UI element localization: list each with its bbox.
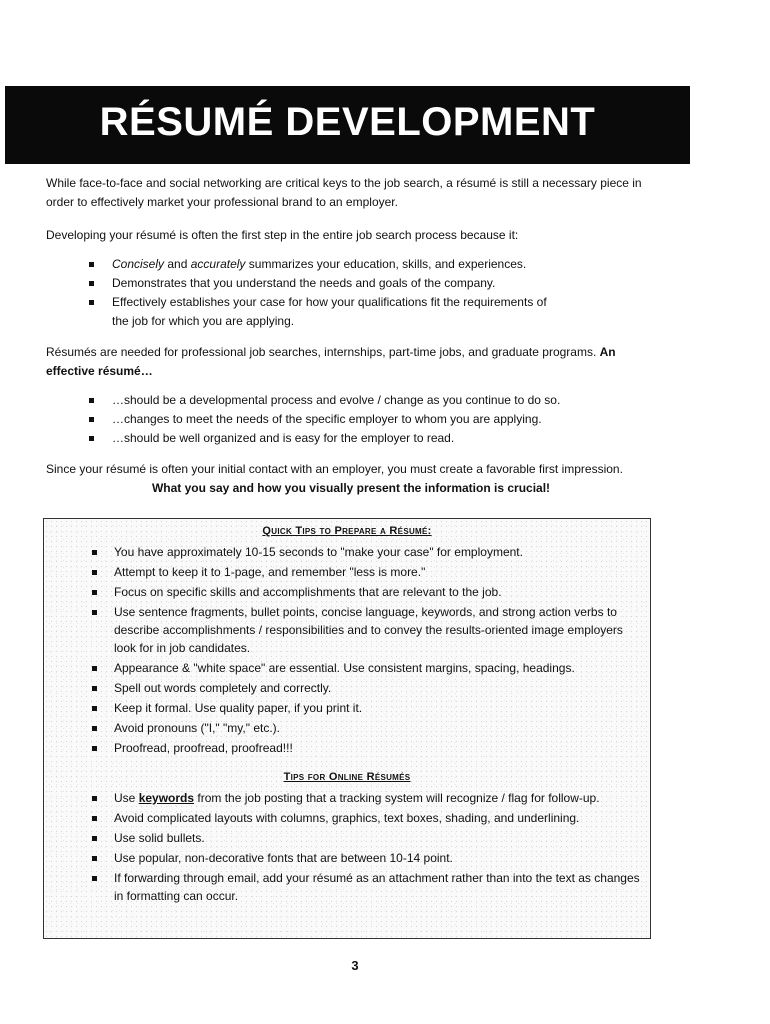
page-title: RÉSUMÉ DEVELOPMENT (99, 100, 596, 144)
intro-paragraph: While face-to-face and social networking are critical keys to the job search, a résumé is still a necessary piece in order to effectively market your professional brand to an employer. (46, 176, 642, 209)
list-item: Proofread, proofread, proofread!!! (44, 739, 650, 757)
quick-tips-list (44, 543, 650, 757)
list-item: Effectively establishes your case for how your qualifications fit the requirements of the job for which you are applying. (46, 293, 656, 331)
list-item: Use solid bullets. (44, 829, 650, 847)
list-item: …changes to meet the needs of the specific employer to whom you are applying. (46, 410, 656, 429)
needed-paragraph: Résumés are needed for professional job searches, internships, part-time jobs, and graduate programs. An effective résumé… (46, 345, 616, 378)
list-item: …should be a developmental process and evolve / change as you continue to do so. (46, 391, 656, 410)
list-item: If forwarding through email, add your résumé as an attachment rather than into the text as changes in formatting can occur. (44, 869, 650, 905)
tips-box (43, 518, 651, 939)
list-item: You have approximately 10-15 seconds to "make your case" for employment. (44, 543, 650, 561)
list-item: Keep it formal. Use quality paper, if you print it. (44, 699, 650, 717)
list-item: Use keywords from the job posting that a tracking system will recognize / flag for follow-up. (44, 789, 650, 807)
list-item: Use sentence fragments, bullet points, concise language, keywords, and strong action verbs to describe accomplishments / responsibilities and to convey the results-oriented image employers look for in job candidates. (44, 603, 650, 657)
list-item: Focus on specific skills and accomplishments that are relevant to the job. (44, 583, 650, 601)
list-item: …should be well organized and is easy for the employer to read. (46, 429, 656, 448)
list-item: Appearance & "white space" are essential. Use consistent margins, spacing, headings. (44, 659, 650, 677)
impression-paragraph: Since your résumé is often your initial contact with an employer, you must create a favorable first impression. (46, 462, 623, 476)
quick-tips-heading: Quick Tips to Prepare a Résumé: (262, 525, 432, 537)
list-item: Avoid pronouns ("I," "my," etc.). (44, 719, 650, 737)
online-tips-heading: Tips for Online Résumés (283, 771, 411, 783)
page-number: 3 (351, 958, 359, 973)
main-content (46, 174, 656, 498)
list-item: Use popular, non-decorative fonts that are between 10-14 point. (44, 849, 650, 867)
list-item: Demonstrates that you understand the needs and goals of the company. (46, 274, 656, 293)
list-item: Concisely and accurately summarizes your education, skills, and experiences. (46, 255, 656, 274)
list-item: Attempt to keep it to 1-page, and remember "less is more." (44, 563, 650, 581)
developing-lead: Developing your résumé is often the first step in the entire job search process because it: (46, 228, 519, 242)
list-item: Avoid complicated layouts with columns, graphics, text boxes, shading, and underlining. (44, 809, 650, 827)
effective-list (46, 391, 656, 448)
list-item: Spell out words completely and correctly. (44, 679, 650, 697)
online-tips-list (44, 789, 650, 905)
developing-list (46, 255, 656, 331)
crucial-statement: What you say and how you visually present the information is crucial! (151, 481, 551, 495)
title-banner (5, 86, 690, 164)
